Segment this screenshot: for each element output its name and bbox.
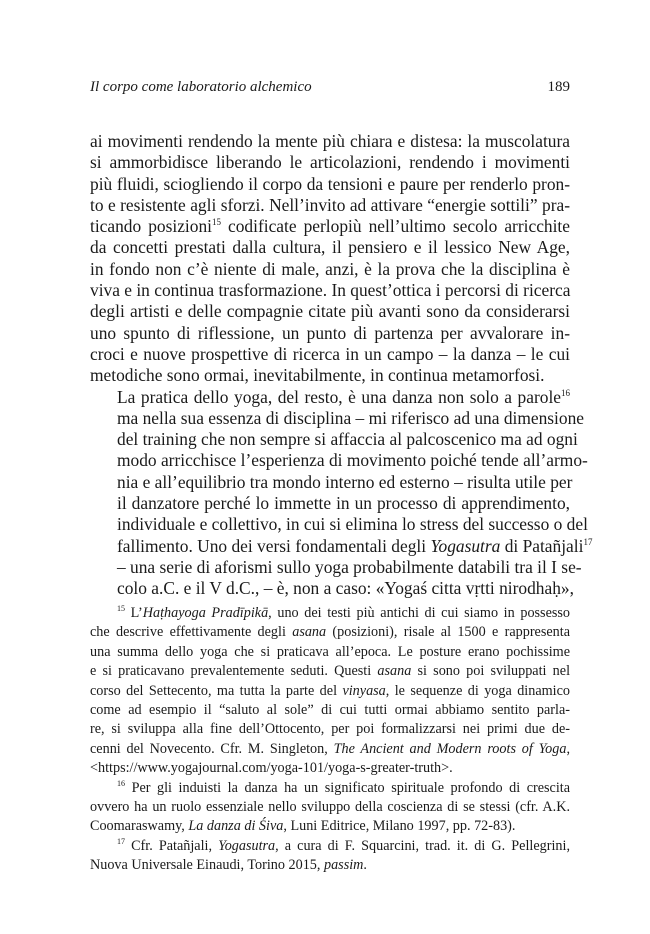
text-line: individuale e collettivo, in cui si elimina lo stress del successo o del bbox=[117, 514, 588, 535]
text-line: si ammorbidisce liberando le articolazioni, rendendo i movimenti bbox=[90, 152, 570, 173]
footnote-line: <https://www.yogajournal.com/yoga-101/yoga-s-greater-truth>. bbox=[90, 760, 453, 777]
text-line: ai movimenti rendendo la mente più chiara e distesa: la muscolatura bbox=[90, 131, 570, 151]
text-line: il danzatore perché lo immette in un processo di apprendimento, bbox=[117, 493, 570, 514]
running-header bbox=[90, 79, 570, 96]
text-line: nia e all’equilibrio tra mondo interno ed esterno – risulta utile per bbox=[117, 471, 573, 492]
paragraph-2 bbox=[90, 386, 593, 600]
footnote-line: $^{17}$ Cfr. Patañjali, Yogasutra, a cura di F. Squarcini, trad. it. di G. Pellegrini, bbox=[117, 836, 570, 854]
text-line: ticando posizioni$^{15}$ codificate perlopiù nell’ultimo secolo arricchite bbox=[90, 216, 570, 237]
text-line: ma nella sua essenza di disciplina – mi riferisco ad una dimensione bbox=[117, 407, 584, 428]
main-text bbox=[90, 131, 593, 600]
text-line: colo a.C. e il V d.C., – è, non a caso: «Yogaś citta vṛtti nirodhaḥ», bbox=[117, 578, 574, 599]
footnote-line: re, si sviluppa alla fine dell’Ottocento, per poi formalizzarsi nei primi due de- bbox=[90, 721, 570, 738]
running-title: Il corpo come laboratorio alchemico bbox=[90, 79, 312, 95]
text-line: più fluidi, sciogliendo il corpo da tensioni e paure per renderlo pron- bbox=[90, 173, 570, 194]
footnote-line: corso del Settecento, ma tutta la parte del vinyasa, le sequenze di yoga dinamico bbox=[90, 682, 570, 699]
footnote-line: che descrive effettivamente degli asana (posizioni), risale al 1500 e rappresenta bbox=[90, 624, 570, 641]
text-line: metodiche sono ormai, inevitabilmente, in continua metamorfosi. bbox=[90, 365, 545, 386]
text-line: to e resistente agli sforzi. Nell’invito ad attivare “energie sottili” pra- bbox=[90, 194, 570, 215]
page-number: 189 bbox=[547, 79, 570, 95]
paragraph-1 bbox=[90, 131, 570, 387]
footnote-line: ovvero ha un ruolo essenziale nello sviluppo della coscienza di se stessi (cfr. A.K. bbox=[90, 799, 570, 816]
footnote-line: come ad esempio il “saluto al sole” di cui tutti ormai abbiamo sentito parla- bbox=[90, 702, 570, 719]
text-line: modo arricchisce l’esperienza di movimento poiché tende all’armo- bbox=[117, 450, 588, 471]
text-line: croci e nuove prospettive di ricerca in un campo – la danza – le cui bbox=[90, 343, 570, 364]
text-line: fallimento. Uno dei versi fondamentali degli Yogasutra di Patañjali$^{17}$ bbox=[117, 535, 593, 556]
text-line: uno spunto di riflessione, un punto di partenza per avvalorare in- bbox=[90, 322, 570, 343]
footnote-line: $^{16}$ Per gli induisti la danza ha un significato spirituale profondo di crescita bbox=[117, 778, 571, 796]
footnotes bbox=[90, 604, 570, 876]
footnote-marker: 15 bbox=[117, 604, 125, 613]
footnote-15 bbox=[90, 604, 570, 779]
footnote-line: cenni del Novecento. Cfr. M. Singleton, The Ancient and Modern roots of Yoga, bbox=[90, 740, 570, 757]
text-line: degli artisti e delle compagnie citate più avanti sono da considerarsi bbox=[90, 301, 570, 322]
footnote-marker: 17 bbox=[117, 836, 125, 846]
text-line: del training che non sempre si affaccia al palcoscenico ma ad ogni bbox=[117, 429, 578, 450]
footnote-line: Coomaraswamy, La danza di Śiva, Luni Editrice, Milano 1997, pp. 72-83). bbox=[90, 818, 516, 835]
footnote-line: una summa dello yoga che si praticava all’epoca. Le posture erano pochissime bbox=[90, 643, 570, 660]
footnote-line: Nuova Universale Einaudi, Torino 2015, passim. bbox=[90, 857, 367, 874]
text-line: da concetti prestati dalla cultura, il pensiero e il lessico New Age, bbox=[90, 237, 570, 258]
footnote-ref-16: 16 bbox=[561, 387, 570, 398]
footnote-marker: 16 bbox=[117, 778, 125, 788]
footnote-16 bbox=[90, 779, 570, 837]
text-line: La pratica dello yoga, del resto, è una danza non solo a parole$^{16}$ bbox=[117, 386, 570, 407]
text-line: in fondo non c’è niente di male, anzi, è la prova che la disciplina è bbox=[90, 258, 570, 279]
footnote-line: e si praticavano prevalentemente seduti. Questi asana si sono poi sviluppati nel bbox=[90, 663, 571, 680]
footnote-ref-15: 15 bbox=[211, 217, 221, 228]
text-line: – una serie di aforismi sullo yoga probabilmente databili tra il I se- bbox=[117, 556, 582, 577]
footnote-line: $^{15}$ L’Haṭhayoga Pradīpikā, uno dei testi più antichi di cui siamo in possesso bbox=[117, 604, 571, 621]
text-line: viva e in continua trasformazione. In quest’ottica i percorsi di ricerca bbox=[90, 280, 571, 301]
footnote-ref-17: 17 bbox=[583, 536, 593, 547]
footnote-17 bbox=[90, 837, 570, 876]
